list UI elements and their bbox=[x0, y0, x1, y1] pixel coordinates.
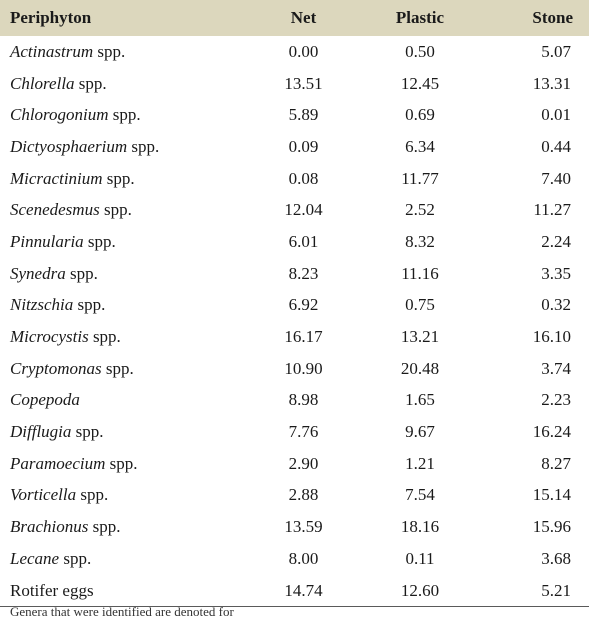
table-row bbox=[0, 99, 589, 131]
net-value-cell: 12.04 bbox=[284, 200, 323, 220]
taxon-name-cell bbox=[0, 131, 246, 163]
taxon-suffix: spp. bbox=[127, 136, 160, 156]
header-stone: Stone bbox=[479, 0, 589, 36]
table-row bbox=[0, 353, 589, 385]
table-row bbox=[0, 385, 589, 417]
taxon-suffix: spp. bbox=[83, 231, 116, 251]
table-body bbox=[0, 36, 589, 607]
table-row bbox=[0, 543, 589, 575]
taxon-name-cell bbox=[0, 511, 246, 543]
taxon-genus: Vorticella bbox=[10, 485, 77, 505]
taxon-name-cell bbox=[0, 448, 246, 480]
plastic-value-cell: 12.45 bbox=[400, 73, 440, 93]
taxon-genus: Dictyosphaerium bbox=[10, 136, 128, 156]
stone-value-cell: 15.96 bbox=[532, 517, 571, 537]
taxon-suffix: spp. bbox=[93, 41, 126, 61]
table-row bbox=[0, 163, 589, 195]
net-value-cell: 7.76 bbox=[288, 422, 319, 442]
stone-value-cell: 7.40 bbox=[541, 168, 571, 188]
taxon-suffix: spp. bbox=[88, 517, 121, 537]
net-value-cell: 13.51 bbox=[284, 73, 323, 93]
stone-value-cell: 3.68 bbox=[541, 548, 571, 568]
stone-value-cell: 5.21 bbox=[479, 575, 589, 607]
table-row bbox=[0, 194, 589, 226]
taxon-suffix: Rotifer eggs bbox=[10, 580, 94, 600]
taxon-name-cell bbox=[0, 543, 246, 575]
taxon-name-cell bbox=[0, 194, 246, 226]
table-footnote: Genera that were identified are denoted for bbox=[10, 604, 234, 619]
net-value-cell: 13.59 bbox=[284, 517, 323, 537]
taxon-suffix: spp. bbox=[102, 168, 135, 188]
plastic-value-cell: 0.69 bbox=[405, 105, 435, 125]
taxon-name-cell bbox=[0, 353, 246, 385]
taxon-name-cell bbox=[0, 99, 246, 131]
taxon-genus: Pinnularia bbox=[10, 231, 84, 251]
stone-value-cell: 2.24 bbox=[541, 231, 571, 251]
table-row bbox=[0, 321, 589, 353]
taxon-name-cell bbox=[0, 480, 246, 512]
header-periphyton: Periphyton bbox=[0, 0, 246, 36]
stone-value-cell: 0.44 bbox=[541, 136, 571, 156]
taxon-suffix: spp. bbox=[108, 105, 141, 125]
plastic-value-cell: 12.60 bbox=[361, 575, 479, 607]
taxon-genus: Copepoda bbox=[10, 390, 80, 410]
table-row bbox=[0, 511, 589, 543]
taxon-suffix: spp. bbox=[105, 453, 138, 473]
net-value-cell: 14.74 bbox=[246, 575, 361, 607]
net-value-cell: 16.17 bbox=[284, 327, 323, 347]
table-row bbox=[0, 36, 589, 68]
taxon-genus: Lecane bbox=[10, 548, 60, 568]
net-value-cell: 2.90 bbox=[288, 453, 319, 473]
plastic-value-cell: 13.21 bbox=[400, 327, 440, 347]
taxon-name-cell bbox=[0, 226, 246, 258]
taxon-genus: Nitzschia bbox=[10, 295, 74, 315]
table-row bbox=[0, 416, 589, 448]
net-value-cell: 0.08 bbox=[288, 168, 319, 188]
header-net: Net bbox=[246, 0, 361, 36]
taxon-genus: Cryptomonas bbox=[10, 358, 102, 378]
taxon-suffix: spp. bbox=[65, 263, 98, 283]
header-plastic: Plastic bbox=[361, 0, 479, 36]
net-value-cell: 10.90 bbox=[284, 358, 323, 378]
table-row bbox=[0, 68, 589, 100]
taxon-genus: Chlorella bbox=[10, 73, 75, 93]
net-value-cell: 6.01 bbox=[288, 231, 319, 251]
taxon-name-cell bbox=[0, 416, 246, 448]
plastic-value-cell: 18.16 bbox=[400, 517, 440, 537]
stone-value-cell: 0.01 bbox=[541, 105, 571, 125]
taxon-suffix: spp. bbox=[71, 422, 104, 442]
plastic-value-cell: 0.75 bbox=[405, 295, 435, 315]
taxon-suffix: spp. bbox=[59, 548, 92, 568]
table-row bbox=[0, 131, 589, 163]
taxon-suffix: spp. bbox=[99, 200, 132, 220]
plastic-value-cell: 2.52 bbox=[405, 200, 435, 220]
table-row bbox=[0, 480, 589, 512]
taxon-name-cell bbox=[0, 290, 246, 322]
taxon-name-cell bbox=[0, 36, 246, 68]
stone-value-cell: 5.07 bbox=[541, 41, 571, 61]
taxon-suffix: spp. bbox=[76, 485, 109, 505]
stone-value-cell: 16.10 bbox=[532, 327, 571, 347]
net-value-cell: 0.00 bbox=[288, 41, 319, 61]
taxon-suffix: spp. bbox=[101, 358, 134, 378]
net-value-cell: 8.23 bbox=[288, 263, 319, 283]
taxon-genus: Difflugia bbox=[10, 422, 72, 442]
taxon-suffix: spp. bbox=[88, 327, 121, 347]
net-value-cell: 8.98 bbox=[288, 390, 319, 410]
stone-value-cell: 11.27 bbox=[533, 200, 571, 220]
plastic-value-cell: 8.32 bbox=[405, 231, 435, 251]
plastic-value-cell: 11.77 bbox=[401, 168, 439, 188]
stone-value-cell: 3.35 bbox=[541, 263, 571, 283]
taxon-name-cell bbox=[0, 68, 246, 100]
net-value-cell: 0.09 bbox=[288, 136, 319, 156]
taxon-name-cell bbox=[0, 163, 246, 195]
stone-value-cell: 16.24 bbox=[532, 422, 571, 442]
table-row bbox=[0, 448, 589, 480]
taxon-genus: Micractinium bbox=[10, 168, 103, 188]
header-row bbox=[0, 0, 589, 36]
taxon-genus: Paramoecium bbox=[10, 453, 106, 473]
taxon-suffix: spp. bbox=[73, 295, 106, 315]
plastic-value-cell: 0.11 bbox=[405, 548, 435, 568]
stone-value-cell: 0.32 bbox=[541, 295, 571, 315]
taxon-name-cell bbox=[0, 321, 246, 353]
taxon-genus: Scenedesmus bbox=[10, 200, 100, 220]
net-value-cell: 6.92 bbox=[288, 295, 319, 315]
plastic-value-cell: 7.54 bbox=[405, 485, 435, 505]
net-value-cell: 8.00 bbox=[288, 548, 319, 568]
stone-value-cell: 15.14 bbox=[532, 485, 571, 505]
taxon-genus: Synedra bbox=[10, 263, 66, 283]
taxon-genus: Microcystis bbox=[10, 327, 89, 347]
taxon-name-cell bbox=[0, 258, 246, 290]
table-row bbox=[0, 575, 589, 607]
taxon-genus: Actinastrum bbox=[10, 41, 94, 61]
plastic-value-cell: 0.50 bbox=[405, 41, 435, 61]
taxon-name-cell bbox=[0, 385, 246, 417]
stone-value-cell: 2.23 bbox=[541, 390, 571, 410]
taxon-suffix: spp. bbox=[74, 73, 107, 93]
plastic-value-cell: 9.67 bbox=[405, 422, 435, 442]
taxon-genus: Brachionus bbox=[10, 517, 89, 537]
plastic-value-cell: 11.16 bbox=[401, 263, 439, 283]
table-row bbox=[0, 226, 589, 258]
plastic-value-cell: 20.48 bbox=[400, 358, 440, 378]
plastic-value-cell: 6.34 bbox=[405, 136, 435, 156]
plastic-value-cell: 1.21 bbox=[405, 453, 435, 473]
stone-value-cell: 8.27 bbox=[541, 453, 571, 473]
table-row bbox=[0, 290, 589, 322]
stone-value-cell: 13.31 bbox=[532, 73, 571, 93]
table-row bbox=[0, 258, 589, 290]
taxon-genus: Chlorogonium bbox=[10, 105, 109, 125]
net-value-cell: 5.89 bbox=[288, 105, 319, 125]
taxon-name-cell bbox=[0, 575, 246, 607]
net-value-cell: 2.88 bbox=[288, 485, 319, 505]
stone-value-cell: 3.74 bbox=[541, 358, 571, 378]
plastic-value-cell: 1.65 bbox=[405, 390, 435, 410]
